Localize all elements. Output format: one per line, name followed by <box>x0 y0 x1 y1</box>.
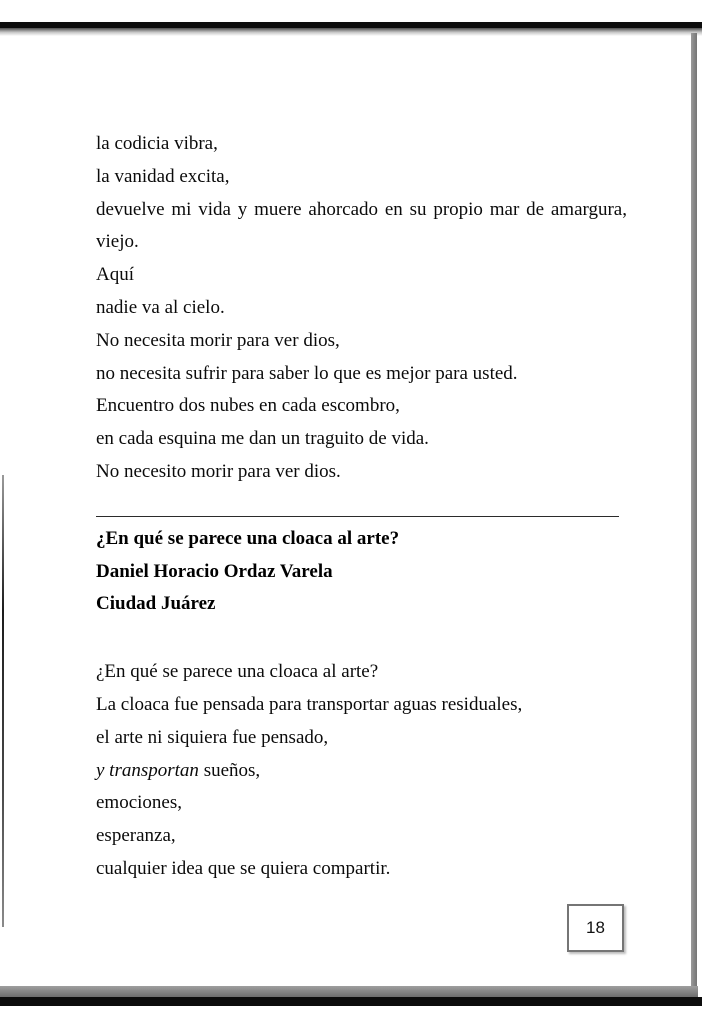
poem-line: devuelve mi vida y muere ahorcado en su propio mar de amargura, <box>96 198 627 220</box>
poem-author: Daniel Horacio Ordaz Varela <box>96 560 333 582</box>
poem-line: Aquí <box>96 264 134 286</box>
poem-line: la vanidad excita, <box>96 165 230 187</box>
poem-line: no necesita sufrir para saber lo que es mejor para usted. <box>96 362 518 384</box>
poem-first-stanza <box>96 128 627 489</box>
italic-phrase: y transportan <box>96 759 199 781</box>
poem-line: ¿En qué se parece una cloaca al arte? <box>96 661 379 683</box>
poem-line: el arte ni siquiera fue pensado, <box>96 726 329 748</box>
italic-line-rest: sueños, <box>198 759 261 781</box>
poem-line: esperanza, <box>96 825 176 847</box>
poem-line: emociones, <box>96 792 183 814</box>
poem-line: No necesito morir para ver dios. <box>96 460 341 482</box>
poem-title: ¿En qué se parece una cloaca al arte? <box>96 527 400 549</box>
poem-line: No necesita morir para ver dios, <box>96 329 340 351</box>
poem-line: nadie va al cielo. <box>96 296 225 318</box>
section-heading <box>96 523 627 621</box>
poem-line: en cada esquina me dan un traguito de vida. <box>96 428 429 450</box>
poem-line: Encuentro dos nubes en cada escombro, <box>96 395 400 417</box>
poem-line: la codicia vibra, <box>96 133 218 154</box>
document-page <box>96 128 627 886</box>
page-number: 18 <box>586 918 605 937</box>
poem-location: Ciudad Juárez <box>96 593 216 615</box>
window-top-border-shadow <box>0 28 702 36</box>
poem-second-stanza <box>96 656 627 886</box>
poem-line: La cloaca fue pensada para transportar aguas residuales, <box>96 693 523 715</box>
window-bottom-border <box>0 997 702 1006</box>
window-right-border <box>691 33 697 986</box>
poem-line-italic <box>96 755 627 788</box>
page-number-box <box>567 904 624 952</box>
section-divider-rule <box>96 516 619 517</box>
window-bottom-border-shadow <box>0 986 698 997</box>
poem-line: cualquier idea que se quiera compartir. <box>96 857 391 879</box>
poem-line: viejo. <box>96 231 139 253</box>
window-left-border <box>2 475 4 927</box>
